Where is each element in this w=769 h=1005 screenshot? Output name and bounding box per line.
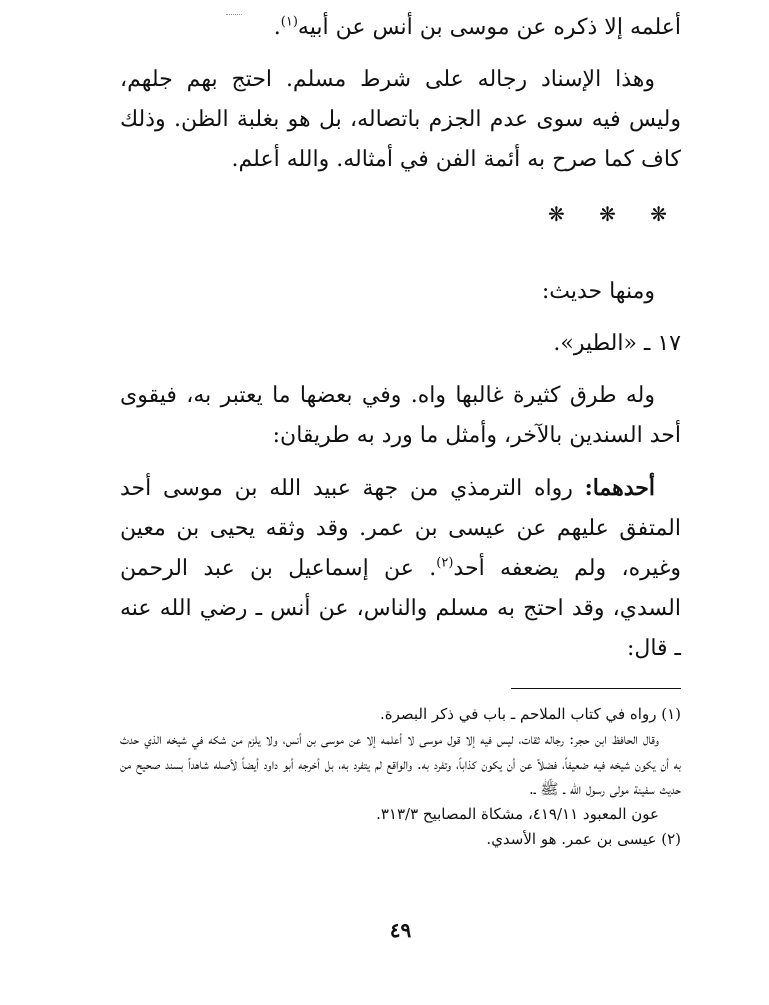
paragraph-5: وله طرق كثيرة غالبها واه. وفي بعضها ما يعتبر به، فيقوى أحد السندين بالآخر، وأمثل ما ورد به طريقان: [120,383,681,448]
footnote-ref-1[interactable]: (١) [280,14,298,30]
hadith-heading: ١٧ ـ «الطير». [553,331,681,356]
paragraph-1-end: . [273,15,281,40]
paragraph-6-text-b: . عن إسماعيل بن عبد الرحمن السدي، وقد احتج به مسلم والناس، عن أنس ـ رضي الله عنه ـ قال: [120,556,681,661]
paragraph-2: وهذا الإسناد رجاله على شرط مسلم. احتج بهم جلهم، وليس فيه سوى عدم الجزم باتصاله، بل هو بغلبة الظن. وذلك كاف كما صرح به أئمة الفن في أمثاله. والله أعلم. [120,67,681,172]
footnote-1-comment: وقال الحافظ ابن حجر: رجاله ثقات، ليس فيه إلا قول موسى لا أعلمه إلا عن موسى بن أنس، ولا يلزم من شكه في شيخه الذي حدث به أن يكون شيخه فيه ضعيفاً، فضلاً عن أن يكون كذاباً، وتفرد به. والواقع لم يتفرد به، بل أخرجه أبو داود أيضاً لأصله شاهداً بسند صحيح من حديث سفينة مولى رسول الله ـ ﷺ ـ. [120,730,681,798]
book-page [120,0,681,1005]
footnote-1: (١) رواه في كتاب الملاحم ـ باب في ذكر البصرة. [379,705,681,723]
paragraph-6-lead: أحدهما: [584,475,655,501]
section-separator: ❋ ❋ ❋ [548,202,681,226]
footnote-ref-2[interactable]: (٢) [436,555,454,571]
page-number: ٤٩ [389,918,412,942]
paragraph-6-text-a: رواه الترمذي من جهة عبيد الله بن موسى أحد المتفق عليهم عن عيسى بن عمر. وقد وثقه يحيى بن معين وغيره، ولم يضعفه أحد [120,476,682,581]
footnotes [120,702,681,852]
footnote-divider [511,688,681,689]
paragraph-3: ومنها حديث: [541,279,655,304]
paragraph-6 [120,468,681,669]
main-text [120,8,681,669]
paragraph-1-text: أعلمه إلا ذكره عن موسى بن أنس عن أبيه [297,15,681,40]
paragraph-1 [120,8,681,48]
footnote-2: (٢) عيسى بن عمر. هو الأسدي. [486,830,681,848]
footnote-1-sources: عون المعبود ٤١٩/١١، مشكاة المصابيح ٣١٣/٣. [376,805,659,823]
